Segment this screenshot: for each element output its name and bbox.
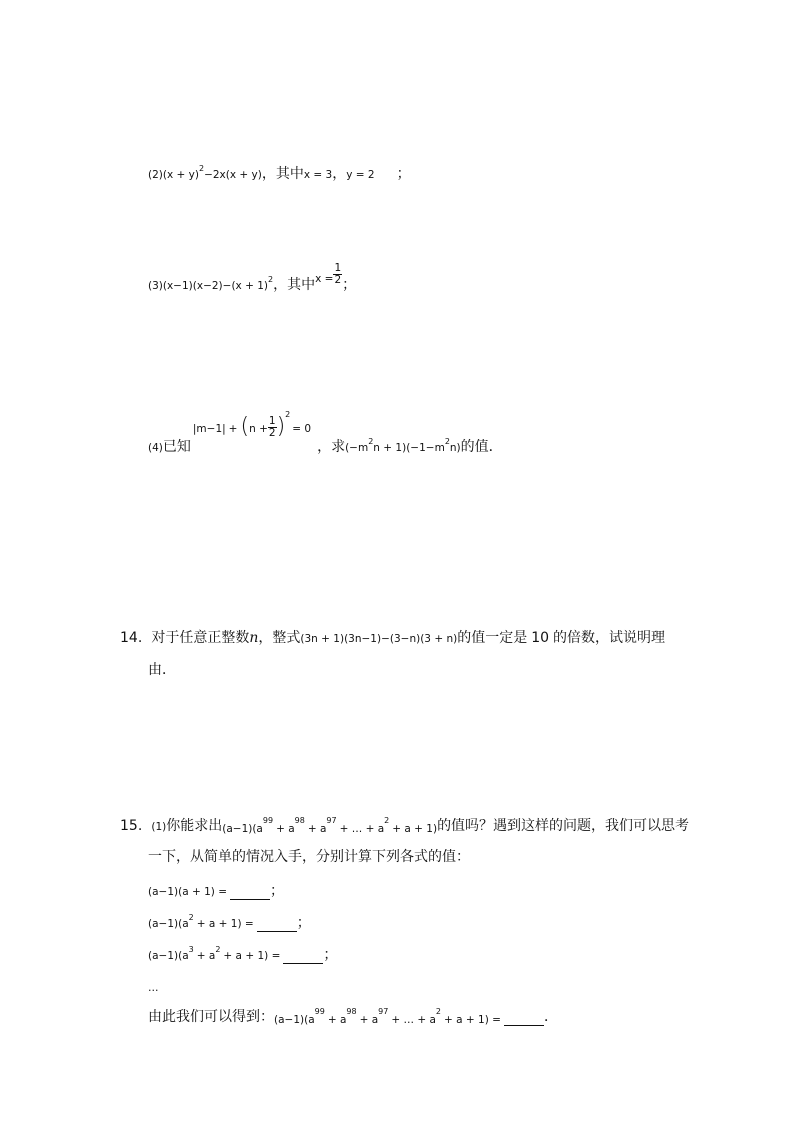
condition: x = 3 bbox=[303, 169, 333, 181]
expression: + a + 1) bbox=[392, 823, 438, 835]
text: 的值． bbox=[460, 438, 503, 455]
punct: ； bbox=[270, 883, 285, 899]
expression: (a−1)(a bbox=[222, 823, 263, 835]
question-number: 15. bbox=[120, 818, 143, 834]
punct: ； bbox=[396, 166, 411, 182]
text: 其中 bbox=[287, 276, 316, 293]
equals: = 0 bbox=[292, 422, 312, 435]
label: (2) bbox=[148, 169, 163, 181]
text: 由此我们可以得到： bbox=[148, 1009, 274, 1025]
text: 一下，从简单的情况入手，分别计算下列各式的值： bbox=[148, 849, 470, 865]
punct: ； bbox=[323, 947, 338, 963]
expression: + a bbox=[307, 823, 327, 835]
row-2 bbox=[148, 912, 311, 932]
punct: ， bbox=[261, 166, 276, 182]
expression: −2x(x + y) bbox=[204, 169, 262, 181]
exponent: 98 bbox=[346, 1007, 357, 1016]
answer-blank[interactable] bbox=[283, 951, 323, 964]
expression: + … + a bbox=[391, 1014, 436, 1026]
punct: ； bbox=[342, 276, 357, 293]
exponent: 2 bbox=[285, 409, 291, 419]
text: ，整式 bbox=[258, 630, 301, 646]
numerator: 1 bbox=[268, 415, 276, 427]
exponent: 3 bbox=[188, 945, 194, 954]
expression: n) bbox=[449, 441, 461, 454]
expression: n + 1)(−1−m bbox=[373, 441, 445, 454]
problem-3 bbox=[148, 256, 357, 293]
exponent: 99 bbox=[314, 1007, 325, 1016]
text: 求 bbox=[331, 438, 346, 455]
question-15 bbox=[120, 815, 689, 835]
expression: (−m bbox=[345, 441, 369, 454]
text: 由． bbox=[148, 662, 176, 678]
condition: y = 2 bbox=[346, 169, 375, 181]
question-15-line2 bbox=[148, 846, 470, 866]
exponent: 2 bbox=[384, 816, 390, 825]
fraction-one-half bbox=[333, 263, 342, 285]
punct: ， bbox=[317, 438, 332, 455]
denominator: 2 bbox=[334, 273, 342, 286]
text: 已知 bbox=[162, 438, 191, 455]
ellipsis-row bbox=[148, 976, 159, 995]
question-number: 14. bbox=[120, 630, 143, 646]
variable: x = bbox=[315, 272, 334, 285]
text: 的值吗？遇到这样的问题，我们可以思考 bbox=[437, 818, 690, 834]
number-ten: 10 bbox=[531, 630, 550, 646]
question-14 bbox=[120, 627, 665, 647]
abs-value: |m−1| bbox=[192, 422, 226, 435]
exponent: 2 bbox=[198, 164, 205, 173]
text: 对于任意正整数 bbox=[151, 630, 250, 646]
exponent: 98 bbox=[294, 816, 305, 825]
exponent: 2 bbox=[444, 436, 450, 446]
expression: (x + y) bbox=[162, 169, 199, 181]
text: 其中 bbox=[275, 166, 304, 182]
expression: + a bbox=[359, 1014, 379, 1026]
text: 的倍数，试说明理 bbox=[553, 630, 666, 646]
question-14-cont bbox=[148, 659, 176, 679]
expression: (x−1)(x−2)−(x + 1) bbox=[162, 279, 269, 292]
problem-4 bbox=[148, 409, 503, 455]
expression: + a bbox=[276, 823, 295, 835]
ellipsis: … bbox=[148, 982, 159, 994]
row-1 bbox=[148, 880, 284, 900]
variable-n: n bbox=[249, 630, 259, 646]
exponent: 97 bbox=[378, 1007, 389, 1016]
inner: n + bbox=[249, 422, 268, 435]
expression: + a bbox=[196, 950, 216, 962]
expression: + a + 1) = bbox=[444, 1014, 501, 1026]
exponent: 2 bbox=[215, 945, 221, 954]
exponent: 97 bbox=[326, 816, 337, 825]
exponent: 2 bbox=[435, 1007, 441, 1016]
problem-2 bbox=[148, 163, 411, 183]
punct: ， bbox=[273, 276, 288, 293]
part-label: (1) bbox=[151, 821, 167, 833]
expression: + a + 1) = bbox=[223, 950, 281, 962]
expression: (a−1)(a bbox=[148, 950, 189, 962]
expression: (a−1)(a + 1) = bbox=[148, 886, 228, 898]
text: 的值一定是 bbox=[457, 630, 528, 646]
numerator: 1 bbox=[334, 262, 342, 274]
text: 你能求出 bbox=[166, 818, 223, 834]
left-paren: ( bbox=[240, 414, 250, 439]
punct: ， bbox=[332, 166, 347, 182]
exponent: 99 bbox=[262, 816, 274, 825]
expression: + a bbox=[327, 1014, 347, 1026]
expression: (a−1)(a bbox=[274, 1014, 315, 1026]
exponent: 2 bbox=[268, 274, 274, 284]
punct: ； bbox=[296, 915, 311, 931]
conclusion-row bbox=[148, 1006, 558, 1026]
plus: + bbox=[228, 422, 238, 435]
exponent: 2 bbox=[368, 436, 374, 446]
punct: ． bbox=[543, 1009, 558, 1025]
expression: (3n + 1)(3n−1)−(3−n)(3 + n) bbox=[300, 633, 458, 645]
label: (4) bbox=[148, 441, 163, 454]
answer-blank[interactable] bbox=[504, 1013, 544, 1026]
expression: (a−1)(a bbox=[148, 918, 189, 930]
expression: + … + a bbox=[339, 823, 385, 835]
answer-blank[interactable] bbox=[257, 919, 297, 932]
expression: + a + 1) = bbox=[196, 918, 254, 930]
answer-blank[interactable] bbox=[230, 887, 270, 900]
right-paren: ) bbox=[276, 414, 286, 439]
label: (3) bbox=[148, 279, 163, 292]
denominator: 2 bbox=[268, 426, 276, 439]
exponent: 2 bbox=[188, 913, 194, 922]
row-3 bbox=[148, 944, 337, 964]
fraction-one-half bbox=[268, 416, 277, 438]
